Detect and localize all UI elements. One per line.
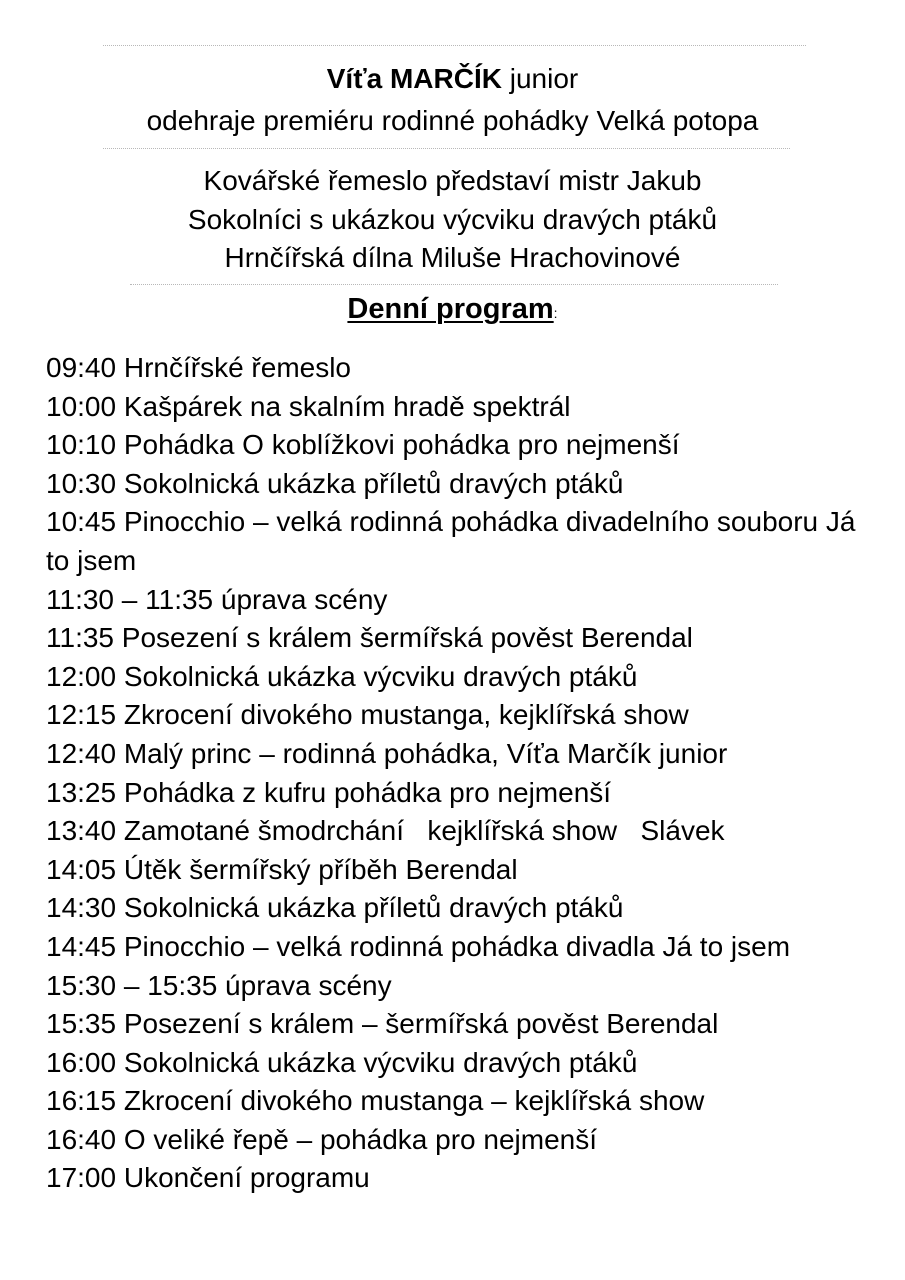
schedule-item: 15:30 – 15:35 úprava scény xyxy=(46,969,392,1001)
schedule-item: 12:15 Zkrocení divokého mustanga, kejklířská show xyxy=(46,699,689,731)
schedule-item: 09:40 Hrnčířské řemeslo xyxy=(46,352,352,383)
schedule-item: 12:00 Sokolnická ukázka výcviku dravých ptáků xyxy=(46,660,638,692)
schedule-item: 14:30 Sokolnická ukázka příletů dravých ptáků xyxy=(46,892,624,924)
schedule-item: 10:00 Kašpárek na skalním hradě spektrál xyxy=(46,390,571,422)
craft-line: Hrnčířská dílna Miluše Hrachovinové xyxy=(224,242,681,273)
schedule-item: 16:15 Zkrocení divokého mustanga – kejklířská show xyxy=(46,1085,705,1117)
schedule-item: 10:45 Pinocchio – velká rodinná pohádka divadelního souboru Já to jsem xyxy=(46,506,864,576)
schedule-item: 14:05 Útěk šermířský příběh Berendal xyxy=(46,853,518,885)
craft-line: Sokolníci s ukázkou výcviku dravých ptáků xyxy=(187,203,718,235)
performer-suffix: junior xyxy=(501,63,579,94)
crafts-list xyxy=(0,162,905,278)
performer-name: Víťa MARČÍK xyxy=(326,63,502,94)
middle-divider xyxy=(103,148,790,149)
schedule-item: 16:00 Sokolnická ukázka výcviku dravých ptáků xyxy=(46,1046,638,1078)
schedule-item: 10:10 Pohádka O koblížkovi pohádka pro nejmenší xyxy=(46,429,680,461)
headline xyxy=(0,62,905,96)
schedule-item: 13:40 Zamotané šmodrchání kejklířská show Slávek xyxy=(46,815,725,847)
top-divider xyxy=(103,45,806,46)
bottom-divider xyxy=(130,284,778,285)
program-heading xyxy=(0,293,905,326)
craft-line: Kovářské řemeslo představí mistr Jakub xyxy=(203,165,702,196)
schedule-item: 16:40 O veliké řepě – pohádka pro nejmenší xyxy=(46,1123,598,1155)
headline-subtitle: odehraje premiéru rodinné pohádky Velká potopa xyxy=(146,105,759,136)
schedule-item: 14:45 Pinocchio – velká rodinná pohádka divadla Já to jsem xyxy=(46,930,791,962)
schedule-list xyxy=(46,349,876,1198)
schedule-item: 11:30 – 11:35 úprava scény xyxy=(46,583,388,615)
schedule-item: 15:35 Posezení s králem – šermířská pověst Berendal xyxy=(46,1008,719,1040)
schedule-item: 12:40 Malý princ – rodinná pohádka, Víťa Marčík junior xyxy=(46,737,728,769)
schedule-item: 10:30 Sokolnická ukázka příletů dravých ptáků xyxy=(46,467,624,499)
schedule-item: 17:00 Ukončení programu xyxy=(46,1162,370,1194)
program-heading-text: Denní program xyxy=(347,293,554,325)
schedule-item: 13:25 Pohádka z kufru pohádka pro nejmenší xyxy=(46,776,612,808)
schedule-item: 11:35 Posezení s králem šermířská pověst Berendal xyxy=(46,622,693,654)
program-heading-colon: : xyxy=(553,305,558,321)
